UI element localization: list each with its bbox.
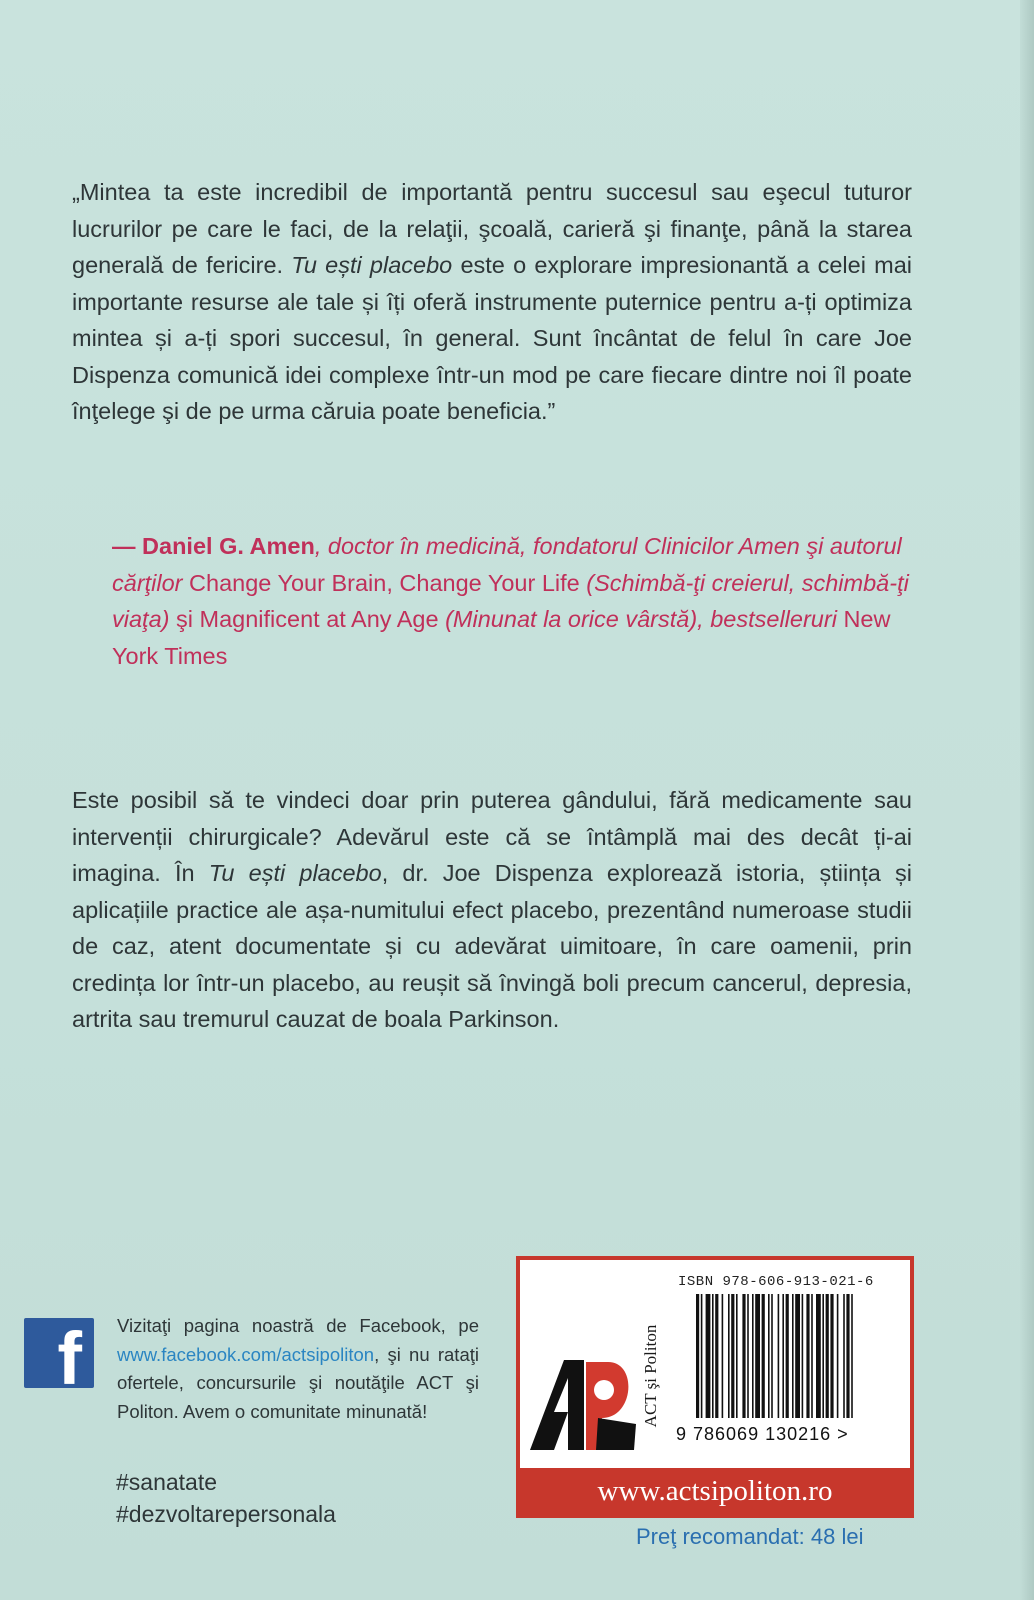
barcode-bar [722, 1294, 724, 1418]
quote-text-part1: „Mintea ta este incredibil de importantă pentru succesul sau eşecul tuturor lucrurilor pe care le faci, de la relaţii, şcoală, carieră şi finanţe, până la starea generală de fericire. [72, 179, 912, 278]
facebook-text-part2: , şi nu rataţi ofertele, concursurile şi noutăţile ACT şi Politon. Avem o comunitate minunată! [117, 1343, 479, 1422]
endorser-description: , doctor în medicină, fondatorul Clinicilor Amen şi autorul cărţilor [112, 533, 902, 596]
barcode-bar [736, 1294, 738, 1418]
barcode-bar [715, 1294, 718, 1418]
barcode-bar [843, 1294, 845, 1418]
hashtag[interactable]: #dezvoltarepersonala [116, 1501, 336, 1527]
barcode-bar [762, 1294, 765, 1418]
blurb-text-part1: Este posibil să te vindeci doar prin puterea gândului, fără medicamente sau intervenții chirurgicale? Adevărul este că se întâmplă mai des decât ți-ai imagina. În [72, 787, 912, 886]
barcode-bar [851, 1294, 853, 1418]
facebook-link[interactable]: www.facebook.com/actsipoliton [117, 1343, 375, 1365]
facebook-icon[interactable] [24, 1318, 94, 1388]
endorser-book2-translation: (Minunat la orice vârstă), bestselleruri [438, 606, 844, 632]
publisher-name: ACT şi Politon [641, 1324, 660, 1428]
barcode-bar [795, 1294, 800, 1418]
publisher-website[interactable]: www.actsipoliton.ro [597, 1475, 833, 1507]
endorser-name: — Daniel G. Amen [112, 533, 315, 559]
barcode-bar [696, 1294, 699, 1418]
barcode-bar [728, 1294, 730, 1418]
barcode-bar [701, 1294, 703, 1418]
barcode-bar [706, 1294, 711, 1418]
barcode-bar [771, 1294, 773, 1418]
cover-edge [1020, 0, 1034, 1600]
endorsement-quote [72, 174, 912, 430]
barcode-bar [731, 1294, 734, 1418]
barcode-bar [786, 1294, 789, 1418]
barcode-bar [830, 1294, 833, 1418]
isbn-text: ISBN 978-606-913-021-6 [678, 1274, 874, 1290]
hashtag[interactable]: #sanatate [116, 1469, 218, 1495]
facebook-promo [117, 1312, 479, 1426]
endorser-nyt: New York Times [112, 606, 891, 669]
barcode-bar [811, 1294, 813, 1418]
barcode-bar [822, 1294, 824, 1418]
barcode-bar [778, 1294, 780, 1418]
blurb-book-title: Tu ești placebo [208, 860, 382, 886]
barcode-bar [752, 1294, 754, 1418]
facebook-text-part1: Vizitaţi pagina noastră de Facebook, pe [117, 1315, 479, 1336]
barcode-bar [742, 1294, 745, 1418]
barcode-bar [837, 1294, 839, 1418]
endorser-and: şi [176, 606, 200, 632]
barcode-bar [826, 1294, 829, 1418]
hashtags [116, 1466, 336, 1530]
barcode-bar [782, 1294, 784, 1418]
barcode-bar [802, 1294, 804, 1418]
endorsement-attribution [112, 528, 912, 674]
recommended-price: Preţ recomandat: 48 lei [636, 1524, 864, 1549]
barcode-digits: 9 786069 130216 > [676, 1424, 849, 1444]
barcode-bar [712, 1294, 714, 1418]
facebook-icon-letter: f [57, 1318, 82, 1388]
barcode-sticker [516, 1256, 914, 1518]
barcode-panel [520, 1260, 910, 1468]
barcode-bar [768, 1294, 770, 1418]
quote-text-part2: este o explorare impresionantă a celei mai importante resurse ale tale și îți oferă instrumente puternice pentru a-ți optimiza mintea și a-ți spori succesul, în general. Sunt încântat de felul în care Joe Dispenza comunică idei complexe într-un mod pe care fiecare dintre noi îl poate înţelege şi de pe urma căruia poate beneficia.” [72, 252, 912, 424]
endorser-book1: Change Your Brain, Change Your Life [189, 569, 580, 596]
book-blurb [72, 782, 912, 1038]
blurb-text-part2: , dr. Joe Dispenza explorează istoria, știința și aplicațiile practice ale așa-numitului efect placebo, prezentând numeroase studii de caz, atent documentate și cu adevărat uimitoare, în care oamenii, prin credința lor într-un placebo, au reușit să învingă boli precum cancerul, depresia, artrita sau tremurul cauzat de boala Parkinson. [72, 860, 912, 1032]
barcode-bar [816, 1294, 821, 1418]
barcode-bar [806, 1294, 809, 1418]
barcode-bar [792, 1294, 794, 1418]
quote-book-title: Tu ești placebo [291, 252, 453, 278]
endorser-book2: Magnificent at Any Age [199, 606, 439, 632]
barcode-bar [747, 1294, 749, 1418]
endorser-book1-translation: (Schimbă-ţi creierul, schimbă-ţi viaţa) [112, 569, 909, 632]
publisher-name-vertical [638, 1290, 664, 1462]
barcode-bar [846, 1294, 849, 1418]
barcode-bars [696, 1294, 896, 1422]
publisher-logo-icon [524, 1300, 644, 1460]
barcode-bar [755, 1294, 760, 1418]
